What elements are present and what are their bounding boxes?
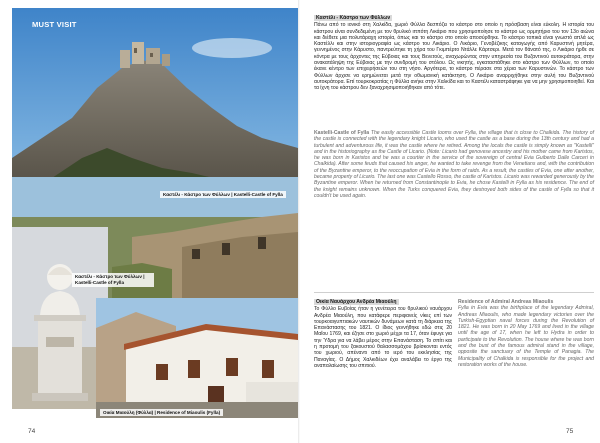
miaoulis-bust-photo	[12, 227, 145, 409]
caption-castle: Καστέλι - Κάστρο των Φύλλων | Kastelli-Castle of Fylla	[160, 191, 286, 198]
page-number-right: 75	[566, 428, 574, 435]
house-english-title: Residence of Admiral Andreas Miaoulis	[458, 299, 554, 305]
castle-english-body: The easily accessible Castle looms over Fylla, the village that is close to Chalkida. The history of the castle is connected with the legendary knight Licario, who used the castle as a base during the 13th century and had a turbulent and adventurous life, it was the castle where he retired. Among the locals the castle is simply known as "Kastelli" and in the historiography as the Castle of Licario. (Note: Licario had genovese ancestry and his mother came from Karistos, he was born in Karistos and he was a courtier in the service of the sovereign of central Evia Guiberto Dalle Carceri in Chalkida). After some feuds that caused his anger, he wanted to take revenge from the Venetians and, with the contribution of the Byzantine emperor, to the reoccupation of Evia in the form of raids. As a result, the castles of Evia, one after another, became property of Licario. The last one was Castello Rosso, the castle of Karistos. Licario was rewarded generously by the Byzantine emperor. When he returned from Constantinople to Evia, he chose Kastelli in Fylla as his residence. The end of the knight remains unknown. When the Turks conquered Evia, they destroyed both sides of the castle of Fylla so that it couldn't be used again.	[314, 130, 595, 199]
house-english-text	[458, 299, 594, 368]
house-english-body: Fylla in Evia was the birthplace of the legendary Admiral, Andreas Miaoulis, who made legendary victories over the Turkish-Egyptian naval forces during the Revolution of 1821. He was born in 20 May 1769 and lived in the village until the age of 17, when he left to Hydra in order to participate to the Revolution. The house where he was born and the bust of the famous admiral stand in the village, opposite the sanctuary of the Temple of Panagia. The Municipality of Chalkida is responsible for the project and restoration works of the house.	[458, 305, 594, 368]
caption-ruins: Καστέλι - Κάστρο των Φύλλων | Kastelli-Castle of Fylla	[72, 273, 154, 287]
right-page	[300, 0, 600, 443]
castle-greek-title: Καστέλι - Κάστρο των Φύλλων	[316, 15, 391, 21]
castle-english-title: Kastelli-Castle of Fylla	[314, 130, 370, 136]
caption-house: Οικία Μιαούλη (Φύλλα) | Residence of Miaoulis (Fylla)	[100, 409, 223, 416]
castle-photo	[12, 8, 298, 204]
house-greek-body: Το Φύλλο Ευβοίας ήταν η γενέτειρα του θρυλικού ναυάρχου Ανδρέα Μιαούλη, που κατάφερε περιφανείς νίκες επί των τουρκοαιγυπτιακών ναυτικών δυνάμεων κατά τη διάρκεια της Επανάστασης του 1821. Ο ίδιος γεννήθηκε εδώ στις 20 Μαΐου 1769, και έζησε στο χωριό μέχρι τα 17, όταν έφυγε για την Ύδρα για να λάβει μέρος στην Επανάσταση. Το σπίτι και η προτομή του ξακουστού θαλασσομάχου βρίσκονται εντός του χωριού, απέναντι από το ιερό του εκκλησίας της Παναγίας. Ο Δήμος Χαλκιδέων έχει αναλάβει το έργο της αναπαλαίωσης του σπιτιού.	[314, 306, 452, 369]
house-greek-text	[314, 299, 452, 369]
castle-greek-body: Πάνω από το ιονικό στη Χαλκίδα, χωριό Φύλλα δεσπόζει το κάστρο στο οποίο η πρόσβαση είναι εύκολη. Η ιστορία του κάστρου είναι συνδεδεμένη με τον θρυλικό ιππότη Λικάριο που χρησιμοποίησε το κάστρο ως ορμητήριο του τον 13ο αιώνα και διέθετε μια πολυτάραχη ιστορία, όπως και το κάστρο στο οποίο αποσύρθηκε. Το κάστρο τοπικά είναι γνωστό απλά ως Καστέλλι και στην ιστοριογραφία ως κάστρο του Λικάριο. Ο Λικάριο, Γενοβέζικης καταγωγής από Καρυστινή μητέρα, γεννημένος στην Κάρυστο, παντρεύτηκε τη χήρα του Γκιμπέρτο Ντάλλε Κάρτσερι. Μετά τον θάνατό της, ο Λικάριο ήρθε σε κόντρα με τους άρχοντες της Εύβοιας και τους Βενετούς, αναχωρώντας στην υπηρεσία του Βυζαντινού αυτοκράτορα, στην ανακατάληψη της Εύβοιας με την συνδρομή του στόλου. Ως νικητής, εγκαταστάθηκε στο κάστρο των Φύλλων, το οποίο έκανε κέντρο των επιχειρήσεών του στη νήσο. Αργότερα, το κάστρο πέρασε στα χέρια των Καρυστινών. Το κάστρο των Φύλλων άρχισε να ερημώνεται μετά την οθωμανική κατάκτηση. Ο Λικάριο αναρριχήθηκε στην αυλή του Βυζαντινού αυτοκράτορα. Επί τουρκοκρατίας η Φύλλα ανήκε στην Χαλκίδα και το Καστέλι καταστράφηκε για να μην χρησιμοποιηθεί. Και τα ίχνη του κάστρου δεν ξαναχρησιμοποιήθηκαν από τότε.	[314, 22, 594, 92]
miaoulis-house-photo	[96, 298, 298, 418]
section-label: MUST VISIT	[32, 20, 77, 29]
section-divider	[314, 292, 594, 293]
page-number-left: 74	[28, 428, 36, 435]
castle-english-text	[314, 130, 594, 199]
house-greek-title: Οικία Ναυάρχου Ανδρέα Μιαούλη	[316, 299, 397, 305]
castle-greek-text	[314, 15, 594, 92]
